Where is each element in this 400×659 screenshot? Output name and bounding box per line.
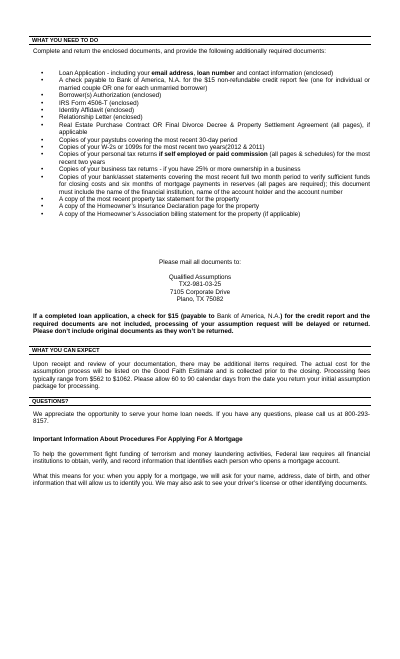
- bullet-icon: •: [41, 136, 44, 144]
- bullet-icon: •: [41, 195, 44, 203]
- bullet-icon: •: [41, 144, 44, 152]
- list-item: • IRS Form 4506-T (enclosed): [41, 99, 139, 107]
- bullet-icon: •: [41, 92, 44, 100]
- bullet-icon: •: [41, 77, 44, 85]
- address-line: Qualified Assumptions: [168, 274, 232, 281]
- questions-paragraph: We appreciate the opportunity to serve your home loan needs. If you have any questions, please call us at 800-293-8157.: [33, 411, 370, 426]
- list-item: • Borrower(s) Authorization (enclosed): [41, 92, 162, 100]
- list-item: • Loan Application - including your email address, loan number and contact information (enclosed): [41, 70, 334, 77]
- bullet-icon: •: [41, 210, 44, 218]
- intro-paragraph: Complete and return the enclosed documents, and provide the following additionally required documents:: [33, 48, 326, 55]
- list-item: • Real Estate Purchase Contract OR Final Divorce Decree & Property Settlement Agreement (all pages), if applicable: [41, 121, 370, 137]
- list-item: • Copies of your paystubs covering the most recent 30-day period: [41, 136, 238, 144]
- address-line: TX2-981-03-25: [178, 281, 222, 289]
- bullet-icon: •: [41, 114, 44, 122]
- bullet-icon: •: [41, 70, 44, 77]
- mail-instruction: Please mail all documents to:: [159, 259, 241, 266]
- list-item: • Copies of your W-2s or 1099s for the most recent two years(2012 & 2011): [41, 144, 265, 152]
- list-item: • A check payable to Bank of America, N.A. for the $15 non-refundable credit report fee (one for individual or married couple OR one for each unmarried borrower): [41, 77, 370, 92]
- important-info-paragraph-2: What this means for you: when you apply for a mortgage, we will ask for your name, address, date of birth, and other information that will allow us to identify you. We may also ask to see your driver’s license or other identifying documents.: [33, 473, 370, 488]
- list-item: • A copy of the most recent property tax statement for the property: [41, 195, 239, 203]
- list-item: • Copies of your personal tax returns if self employed or paid commission (all pages & schedules) for the most recent two years: [41, 151, 370, 166]
- bullet-icon: •: [41, 166, 44, 174]
- list-item: • Identity Affidavit (enclosed): [41, 107, 135, 115]
- bullet-icon: •: [41, 203, 44, 211]
- address-line: 7105 Corporate Drive: [169, 288, 231, 296]
- required-documents-list: [33, 70, 370, 218]
- section-header-what-you-can-expect: WHAT YOU CAN EXPECT: [29, 346, 371, 355]
- bullet-icon: •: [41, 107, 44, 115]
- list-item: • A copy of the Homeowner’s Association billing statement for the property (if applicable): [41, 210, 301, 218]
- expect-paragraph: Upon receipt and review of your documentation, there may be additional items required. The actual cost for the assumption process will be listed on the Good Faith Estimate and is collected prior to the closing. Processing fees typically range from $562 to $1062. Please allow 60 to 90 calendar days from the date you return your initial assumption package for processing.: [33, 361, 370, 391]
- important-info-paragraph-1: To help the government fight funding of terrorism and money laundering activities, Federal law requires all financial institutions to obtain, verify, and record information that identifies each person who opens a mortgage account.: [33, 451, 370, 466]
- bullet-icon: •: [41, 151, 44, 159]
- mailing-address: [100, 274, 300, 304]
- bullet-icon: •: [41, 99, 44, 107]
- warning-paragraph: If a completed loan application, a check for $15 (payable to Bank of America, N.A.) for the credit report and the required documents are not included, processing of your assumption request will be delayed or returned. Please don’t include original documents as they won’t be returned.: [33, 313, 370, 336]
- section-header-questions: QUESTIONS?: [29, 397, 371, 406]
- list-item: • Relationship Letter (enclosed): [41, 114, 143, 122]
- list-item: • A copy of the Homeowner’s Insurance Declaration page for the property: [41, 203, 259, 211]
- bullet-icon: •: [41, 121, 44, 129]
- address-line: Plano, TX 75082: [176, 296, 224, 304]
- list-item: • Copies of your bank/asset statements covering the most recent full two month period to verify sufficient funds for closing costs and six months of mortgage payments in reserves (all pages are required); this document must include the name of the financial institution, name of the account holder and the account number: [41, 173, 370, 196]
- list-item: • Copies of your business tax returns - if you have 25% or more ownership in a business: [41, 166, 301, 174]
- bullet-icon: •: [41, 173, 44, 181]
- important-info-title: Important Information About Procedures For Applying For A Mortgage: [33, 436, 243, 443]
- section-header-what-you-need: WHAT YOU NEED TO DO: [29, 36, 371, 45]
